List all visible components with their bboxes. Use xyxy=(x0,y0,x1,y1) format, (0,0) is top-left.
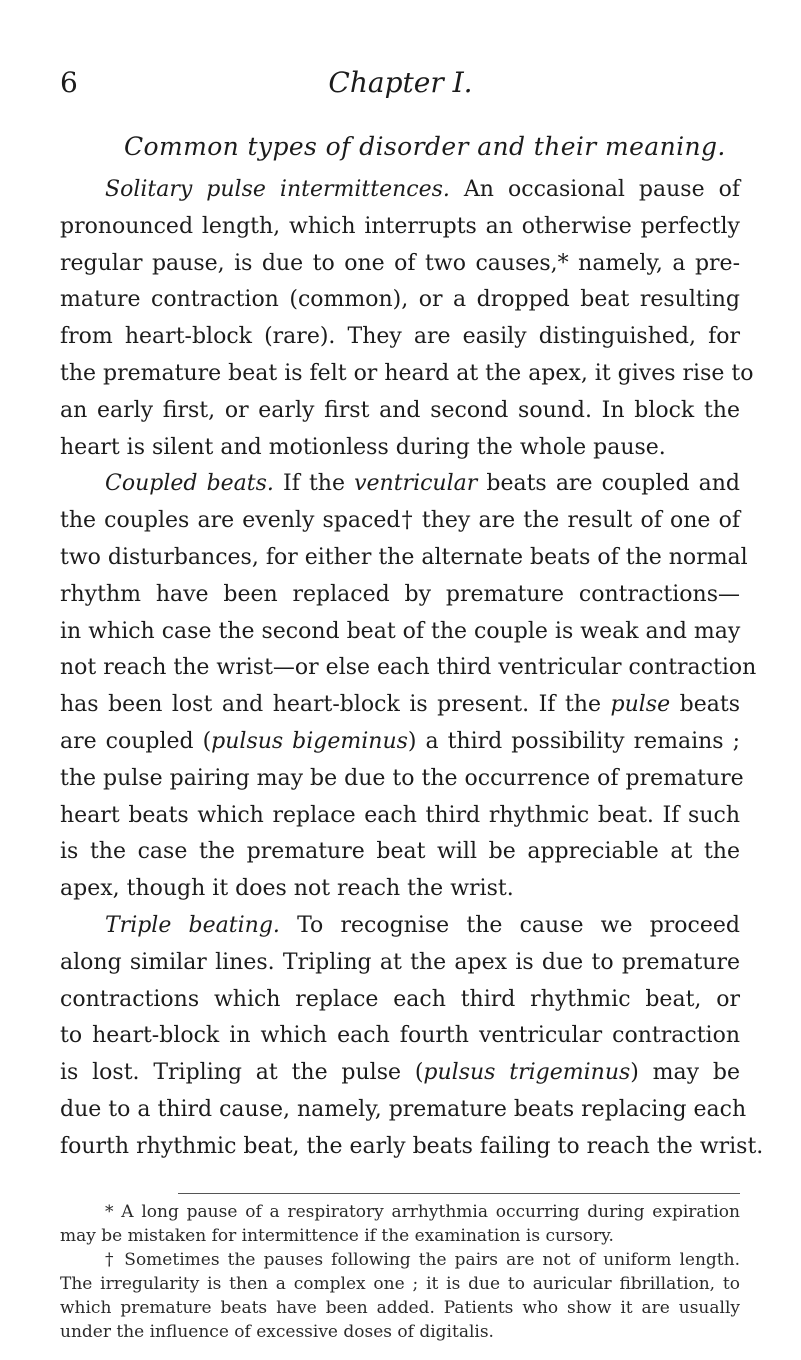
text-line xyxy=(60,724,740,761)
text-span: not reach the wrist—or else each third ventricular contraction xyxy=(60,655,757,681)
text-line xyxy=(60,430,740,467)
text-span: to heart-block in which each fourth ventricular contraction xyxy=(60,1023,740,1049)
text-line xyxy=(60,282,740,319)
text-span: heart is silent and motionless during the whole pause. xyxy=(60,434,666,460)
text-span: mature contraction (common), or a dropped beat resulting xyxy=(60,287,740,313)
text-line xyxy=(60,945,740,982)
text-line xyxy=(60,209,740,246)
text-span: beats xyxy=(670,692,740,718)
italic-text: pulsus trigeminus xyxy=(423,1060,631,1086)
text-line xyxy=(60,503,740,540)
text-line xyxy=(60,577,740,614)
text-span: due to a third cause, namely, premature beats replacing each xyxy=(60,1096,747,1122)
text-line xyxy=(60,687,740,724)
text-line xyxy=(60,1055,740,1092)
text-span: from heart-block (rare). They are easily distinguished, for xyxy=(60,324,740,350)
text-span: is the case the premature beat will be appreciable at the xyxy=(60,839,740,865)
text-line xyxy=(60,1018,740,1055)
section-heading: Common types of disorder and their meaning. xyxy=(124,132,726,161)
text-span: are coupled ( xyxy=(60,728,212,754)
text-span: ) may be xyxy=(630,1060,740,1086)
text-line xyxy=(60,319,740,356)
text-span: two disturbances, for either the alternate beats of the normal xyxy=(60,544,748,570)
text-line xyxy=(60,798,740,835)
running-head xyxy=(60,66,741,106)
text-span: is lost. Tripling at the pulse ( xyxy=(60,1060,424,1086)
text-span: has been lost and heart-block is present. If the xyxy=(60,692,611,718)
chapter-title: Chapter I. xyxy=(328,66,473,99)
footnote-divider xyxy=(178,1193,740,1194)
footnote-line: † Sometimes the pauses following the pairs are not of uniform length. xyxy=(105,1250,740,1270)
page-number: 6 xyxy=(60,66,78,99)
text-span: heart beats which replace each third rhythmic beat. If such xyxy=(60,802,740,828)
text-span: regular pause, is due to one of two causes,* namely, a pre- xyxy=(60,250,740,276)
text-span: beats are coupled and xyxy=(477,471,740,497)
italic-text: ventricular xyxy=(354,471,478,497)
italic-text: pulse xyxy=(610,692,671,718)
text-span: an early first, or early first and second sound. In block the xyxy=(60,397,740,423)
text-span: fourth rhythmic beat, the early beats failing to reach the wrist. xyxy=(60,1133,764,1159)
footnote-line: * A long pause of a respiratory arrhythmia occurring during expiration xyxy=(105,1202,740,1222)
footnotes xyxy=(60,1200,740,1344)
text-line xyxy=(60,1092,747,1129)
text-line xyxy=(60,908,740,945)
text-span: An occasional pause of xyxy=(449,177,740,202)
text-span: pronounced length, which interrupts an otherwise perfectly xyxy=(60,213,740,239)
text-span: If the xyxy=(273,471,355,497)
footnote-line: which premature beats have been added. Patients who show it are usually xyxy=(60,1298,740,1318)
text-span: along similar lines. Tripling at the apex is due to premature xyxy=(60,949,740,975)
body-text xyxy=(60,172,764,1166)
text-line xyxy=(60,466,740,503)
text-line xyxy=(60,761,744,798)
text-line xyxy=(60,356,754,393)
italic-text: pulsus bigeminus xyxy=(211,728,408,754)
text-line xyxy=(60,540,748,577)
text-line xyxy=(60,172,740,209)
italic-text: Solitary pulse intermittences. xyxy=(105,177,450,202)
text-line xyxy=(60,982,740,1019)
text-span: the couples are evenly spaced† they are the result of one of xyxy=(60,508,740,534)
footnote-line: may be mistaken for intermittence if the examination is cursory. xyxy=(60,1226,614,1246)
text-span: contractions which replace each third rhythmic beat, or xyxy=(60,986,740,1012)
text-line xyxy=(60,650,757,687)
italic-text: Coupled beats. xyxy=(105,471,274,497)
text-line xyxy=(60,1129,764,1166)
text-span: the pulse pairing may be due to the occurrence of premature xyxy=(60,765,744,791)
text-line xyxy=(60,834,740,871)
text-line xyxy=(60,246,740,283)
text-line xyxy=(60,614,740,651)
italic-text: Triple beating. xyxy=(105,912,280,938)
text-line xyxy=(60,393,740,430)
text-span: ) a third possibility remains ; xyxy=(407,728,740,754)
footnote-line: The irregularity is then a complex one ; it is due to auricular fibrillation, to xyxy=(60,1274,740,1294)
footnote-line: under the influence of excessive doses of digitalis. xyxy=(60,1322,494,1342)
text-span: in which case the second beat of the couple is weak and may xyxy=(60,618,741,644)
text-span: the premature beat is felt or heard at the apex, it gives rise to xyxy=(60,360,754,386)
text-span: To recognise the cause we proceed xyxy=(279,912,740,938)
text-line xyxy=(60,871,740,908)
text-span: rhythm have been replaced by premature contractions— xyxy=(60,581,740,607)
text-span: apex, though it does not reach the wrist. xyxy=(60,876,514,902)
